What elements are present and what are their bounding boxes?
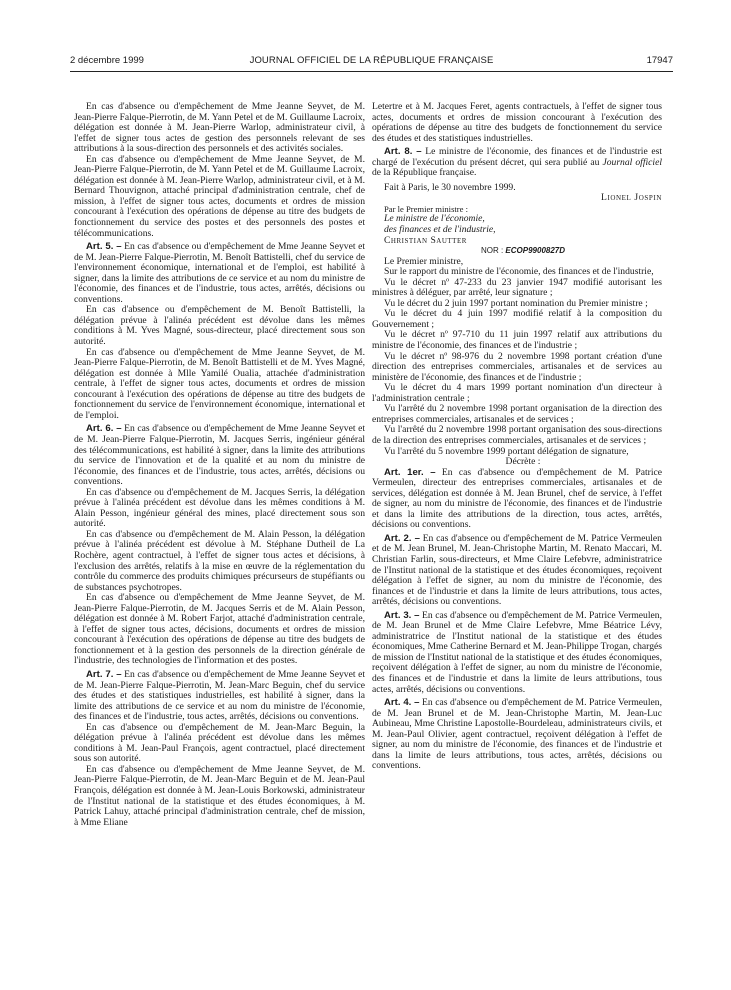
paragraph: En cas d'absence ou d'empêchement de Mme Jeanne Seyvet, de M. Jean-Pierre Falque-Pierrotin, de M. Jean-Marc Beguin et de M. Jean-Paul François, délégation est donnée à M. Jean-Louis Borkowski, administrateur de l'Institut national de la statistique et des études économiques, à M. Patrick Lahuy, attaché principal d'administration centrale, chef de mission, à Mme Eliane xyxy=(74,763,365,828)
signing-place-date: Fait à Paris, le 30 novembre 1999. xyxy=(384,181,516,193)
paragraph: En cas d'absence ou d'empêchement de Mme Jeanne Seyvet, de M. Jean-Pierre Falque-Pierrotin, de M. Benoît Battistelli et de M. Yves Magné, délégation est donnée à Mlle Yamilé Oualia, attachée d'administration centrale, à l'effet de signer tous actes, documents et ordres de mission concourant à l'exécution des opérations de dépense au titre des budgets de fonctionnement du service de l'environnement économique, international et de l'emploi. xyxy=(74,346,365,421)
article-5 xyxy=(74,242,365,305)
visa: Vu le décret nº 98-976 du 2 novembre 1998 portant création d'une direction des entreprises commerciales, artisanales et de services au ministère de l'économie, des finances et de l'industrie ; xyxy=(372,350,662,383)
visa: Vu l'arrêté du 2 novembre 1998 portant organisation des sous-directions de la direction des entreprises commerciales, artisanales et de services ; xyxy=(372,424,662,446)
article-text: En cas d'absence ou d'empêchement de M. Patrice Vermeulen, de M. Jean Brunel et de Mme Claire Lefebvre, Mme Béatrice Lévy, administratrice de l'Institut national de la statistique et des études économiques, Mme Catherine Bernard et M. Jean-Philippe Trogan, chargés de mission de l'Institut national de la statistique et des études économiques, reçoivent délégation à l'effet de signer, au nom du ministre de l'économie, des finances et de l'industrie et dans la limite de leurs attributions, tous actes, arrêtés, décisions ou conventions. xyxy=(372,609,662,695)
visa: Vu le décret du 2 juin 1997 portant nomination du Premier ministre ; xyxy=(384,297,648,309)
article-label: Art. 8. – xyxy=(384,146,422,158)
preamble: Sur le rapport du ministre de l'économie, des finances et de l'industrie, xyxy=(384,266,654,278)
article-label: Art. 4. – xyxy=(384,697,420,709)
visa: Vu le décret nº 97-710 du 11 juin 1997 relatif aux attributions du ministre de l'économie, des finances et de l'industrie ; xyxy=(372,329,662,352)
article-label: Art. 3. – xyxy=(384,609,420,621)
paragraph: En cas d'absence ou d'empêchement de Mme Jeanne Seyvet, de M. Jean-Pierre Falque-Pierrotin, de M. Yann Petel et de M. Guillaume Lacroix, délégation est donnée à M. Jean-Pierre Warlop, administrateur civil, et à M. Bernard Thouvignon, attaché principal d'administration centrale, chef de mission, à l'effet de signer tous actes, documents et ordres de mission concourant à l'exécution des opérations de dépense au titre des budgets de fonctionnement du service des postes et des personnels des postes et télécommunications. xyxy=(74,153,365,239)
decrete-heading: Décrète : xyxy=(505,456,541,468)
article-label: Art. 1er. – xyxy=(384,466,436,478)
article-8 xyxy=(372,147,662,179)
article-text: En cas d'absence ou d'empêchement de M. Patrice Vermeulen, directeur des entreprises commerciales, artisanales et de services, délégation est donnée à M. Jean Brunel, chef de service, à l'effet de signer, au nom du ministre de l'économie, des finances et de l'industrie et dans la limite des attributions de la direction, tous actes, arrêtés, décisions ou conventions. xyxy=(372,466,662,531)
paragraph: En cas d'absence ou d'empêchement de Mme Jeanne Seyvet, de M. Jean-Pierre Falque-Pierrotin, de M. Jacques Serris et de M. Alain Pesson, délégation est donnée à M. Robert Farjot, attaché d'administration centrale, à l'effet de signer tous actes, décisions, documents et ordres de mission concourant à l'exécution des opérations de dépense au titre des budgets de fonctionnement et à la gestion des personnels de la direction générale de l'industrie, des technologies de l'information et des postes. xyxy=(74,592,365,667)
article-3 xyxy=(372,611,662,695)
right-column xyxy=(372,102,662,772)
minister-title-line2: des finances et de l'industrie, xyxy=(384,224,496,236)
article-text: En cas d'absence ou d'empêchement de Mme Jeanne Seyvet et de M. Jean-Pierre Falque-Pierrotin, M. Jean-Marc Beguin, chef du service des études et des statistiques industrielles, est habilité à signer, dans la limite des attributions de ce service et au nom du ministre de l'économie, des finances et de l'industrie, tous actes, arrêtés, décisions ou conventions. xyxy=(74,668,365,723)
article-label: Art. 6. – xyxy=(86,423,122,435)
article-label: Art. 5. – xyxy=(86,241,122,253)
visa: Vu le décret nº 47-233 du 23 janvier 1947 modifié autorisant les ministres à déléguer, par arrêté, leur signature ; xyxy=(372,276,662,299)
visa: Vu l'arrêté du 2 novembre 1998 portant organisation de la direction des entreprises commerciales, artisanales et de services ; xyxy=(372,403,662,425)
signature-minister: Christian Sautter xyxy=(384,234,467,246)
article-6 xyxy=(74,424,365,487)
paragraph: En cas d'absence ou d'empêchement de Mme Jeanne Seyvet, de M. Jean-Pierre Falque-Pierrotin, de M. Yann Petel et de M. Guillaume Lacroix, délégation est donnée à M. Jean-Pierre Warlop, administrateur civil, à l'effet de signer tous actes de gestion des personnels relevant de ses attributions à la sous-direction des personnels et des activités sociales. xyxy=(74,101,365,155)
par-le-premier-ministre: Par le Premier ministre : xyxy=(384,203,469,214)
nor-code: ECOP9900827D xyxy=(505,246,566,256)
paragraph: En cas d'absence ou d'empêchement de M. Alain Pesson, la délégation prévue à l'alinéa précédent est dévolue à M. Stéphane Dutheil de La Rochère, agent contractuel, à l'effet de signer tous actes et décisions, à l'exclusion des arrêtés, relatifs à la mise en œuvre de la réglementation du contrôle du commerce des produits chimiques précurseurs de stupéfiants ou de substances psychotropes. xyxy=(74,528,365,593)
article-text: En cas d'absence ou d'empêchement de Mme Jeanne Seyvet et de M. Jean-Pierre Falque-Pierrotin, M. Jacques Serris, ingénieur général des télécommunications, est habilité à signer, dans la limite des attributions du service de l'innovation et de la qualité et au nom du ministre de l'économie, des finances et de l'industrie, tous actes, arrêtés, décisions ou conventions. xyxy=(74,423,365,488)
signature-prime-minister: Lionel Jospin xyxy=(600,192,662,204)
nor-label: NOR : xyxy=(480,246,506,256)
article-7 xyxy=(74,670,365,723)
journal-officiel-ref: Journal officiel xyxy=(602,156,663,168)
article-text: de la République française. xyxy=(372,167,477,179)
article-text: En cas d'absence ou d'empêchement de M. Patrice Vermeulen et de M. Jean Brunel, M. Jean-Christophe Martin, M. Renato Maccari, M. Christian Farlin, sous-directeurs, et Mme Claire Lefebvre, administratrice de l'Institut national de la statistique et des études économiques, reçoivent délégation à l'effet de signer, au nom du ministre de l'économie, des finances et de l'industrie et dans la limite de leurs attributions, tous actes, arrêtés, décisions ou conventions. xyxy=(372,532,662,608)
page-header xyxy=(70,55,673,72)
header-date: 2 décembre 1999 xyxy=(70,55,144,66)
preamble: Le Premier ministre, xyxy=(384,255,464,267)
article-4 xyxy=(372,698,662,772)
article-label: Art. 2. – xyxy=(384,532,420,544)
page-number: 17947 xyxy=(646,55,673,66)
visa: Vu l'arrêté du 5 novembre 1999 portant délégation de signature, xyxy=(384,445,629,457)
visa: Vu le décret du 4 mars 1999 portant nomination d'un directeur à l'administration centrale ; xyxy=(372,382,662,404)
article-text: En cas d'absence ou d'empêchement de M. Patrice Vermeulen, de M. Jean Brunel et de M. Jean-Christophe Martin, M. Jean-Luc Aubineau, Mme Christine Lapostolle-Bourdeleau, administrateurs civils, et M. Jean-Paul Olivier, agent contractuel, reçoivent délégation à l'effet de signer, au nom du ministre de l'économie, des finances et de l'industrie et dans la limite de leurs attributions, tous actes, arrêtés, décisions ou conventions. xyxy=(372,697,662,772)
paragraph: En cas d'absence ou d'empêchement de M. Jean-Marc Beguin, la délégation prévue à l'alinéa précédent est dévolue dans les mêmes conditions à M. Jean-Paul François, agent contractuel, placé directement sous son autorité. xyxy=(74,721,365,765)
article-1 xyxy=(372,468,662,531)
article-text: Le ministre de l'économie, des finances et de l'industrie est chargé de l'exécution du présent décret, qui sera publié au xyxy=(372,146,662,168)
article-2 xyxy=(372,534,662,608)
paragraph: En cas d'absence ou d'empêchement de M. Jacques Serris, la délégation prévue à l'alinéa précédent est dévolue dans les mêmes conditions à M. Alain Pesson, ingénieur général des mines, placé directement sous son autorité. xyxy=(74,486,365,530)
left-column xyxy=(74,102,365,828)
journal-title: JOURNAL OFFICIEL DE LA RÉPUBLIQUE FRANÇAISE xyxy=(249,55,494,66)
article-text: En cas d'absence ou d'empêchement de Mme Jeanne Seyvet et de M. Jean-Pierre Falque-Pierrotin, M. Benoît Battistelli, chef du service de l'environnement économique, international et de l'emploi, est habilité à signer, dans la limite des attributions de ce service et au nom du ministre de l'économie, des finances et de l'industrie, tous actes, arrêtés, décisions ou conventions. xyxy=(74,241,365,305)
minister-title-line1: Le ministre de l'économie, xyxy=(384,213,485,225)
paragraph-continued: Letertre et à M. Jacques Feret, agents contractuels, à l'effet de signer tous actes, documents et ordres de mission concourant à l'exécution des opérations de dépense au titre des budgets de fonctionnement du service des études et des statistiques industrielles. xyxy=(372,101,662,144)
article-label: Art. 7. – xyxy=(86,668,122,680)
visa: Vu le décret du 4 juin 1997 modifié relatif à la composition du Gouvernement ; xyxy=(372,308,662,330)
paragraph: En cas d'absence ou d'empêchement de M. Benoît Battistelli, la délégation prévue à l'alinéa précédent est dévolue dans les mêmes conditions à M. Yves Magné, sous-directeur, placé directement sous son autorité. xyxy=(74,304,365,348)
